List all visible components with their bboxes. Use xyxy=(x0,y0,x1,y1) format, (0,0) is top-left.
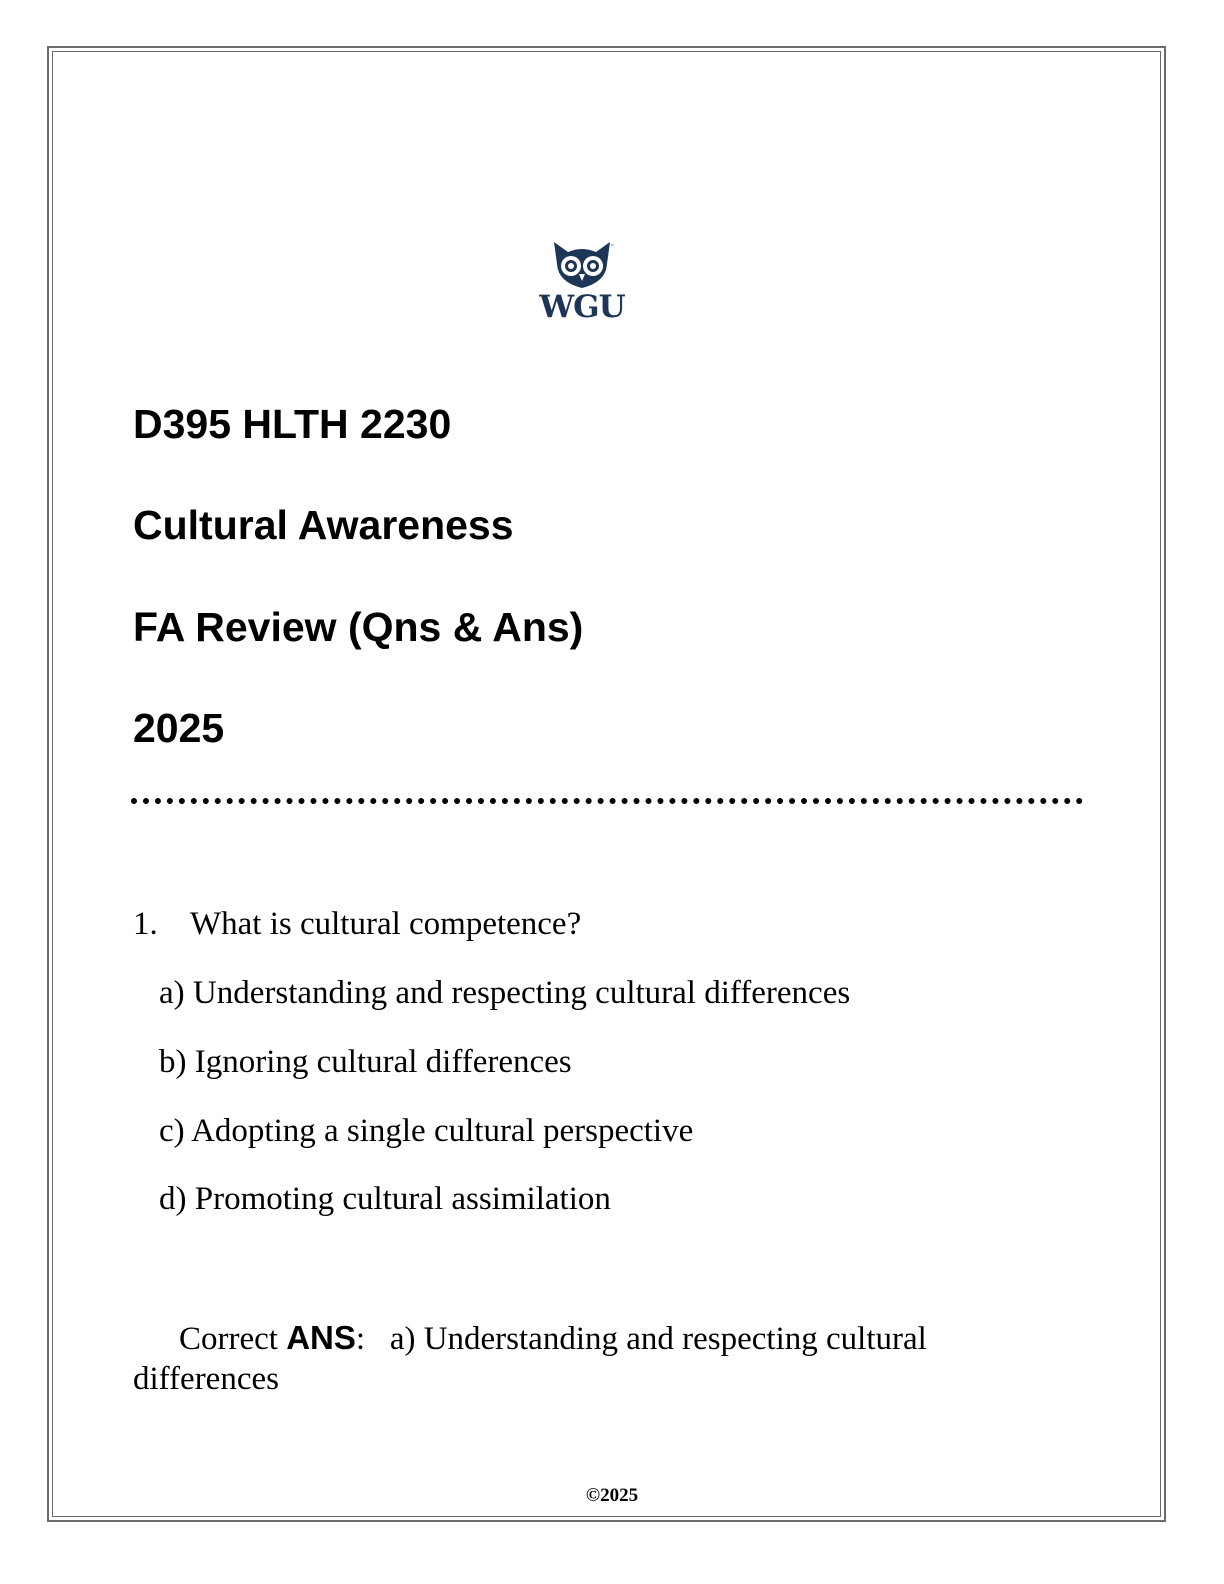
dotted-divider xyxy=(131,798,1083,804)
answer-text: a) Understanding and respecting cultural differences xyxy=(133,1321,927,1398)
question-text: What is cultural competence? xyxy=(190,906,582,942)
copyright-footer: ©2025 xyxy=(585,1485,639,1506)
owl-icon xyxy=(550,240,614,290)
option-d: d) Promoting cultural assimilation xyxy=(159,1181,611,1217)
correct-answer xyxy=(133,1318,1033,1400)
course-name: Cultural Awareness xyxy=(133,502,514,548)
question-1 xyxy=(133,908,581,941)
option-a: a) Understanding and respecting cultural differences xyxy=(159,975,851,1011)
svg-text:™: ™ xyxy=(610,244,615,250)
document-subtitle: FA Review (Qns & Ans) xyxy=(133,604,584,650)
wgu-logo xyxy=(526,240,638,344)
course-code: D395 HLTH 2230 xyxy=(133,401,452,447)
logo-text: WGU xyxy=(539,289,625,325)
answer-prefix: Correct xyxy=(179,1321,287,1357)
answer-keyword: ANS xyxy=(286,1319,356,1356)
question-number: 1. xyxy=(133,906,158,942)
answer-separator: : xyxy=(355,1321,366,1357)
option-b: b) Ignoring cultural differences xyxy=(159,1044,572,1080)
option-c: c) Adopting a single cultural perspective xyxy=(159,1113,694,1149)
document-year: 2025 xyxy=(133,705,225,751)
